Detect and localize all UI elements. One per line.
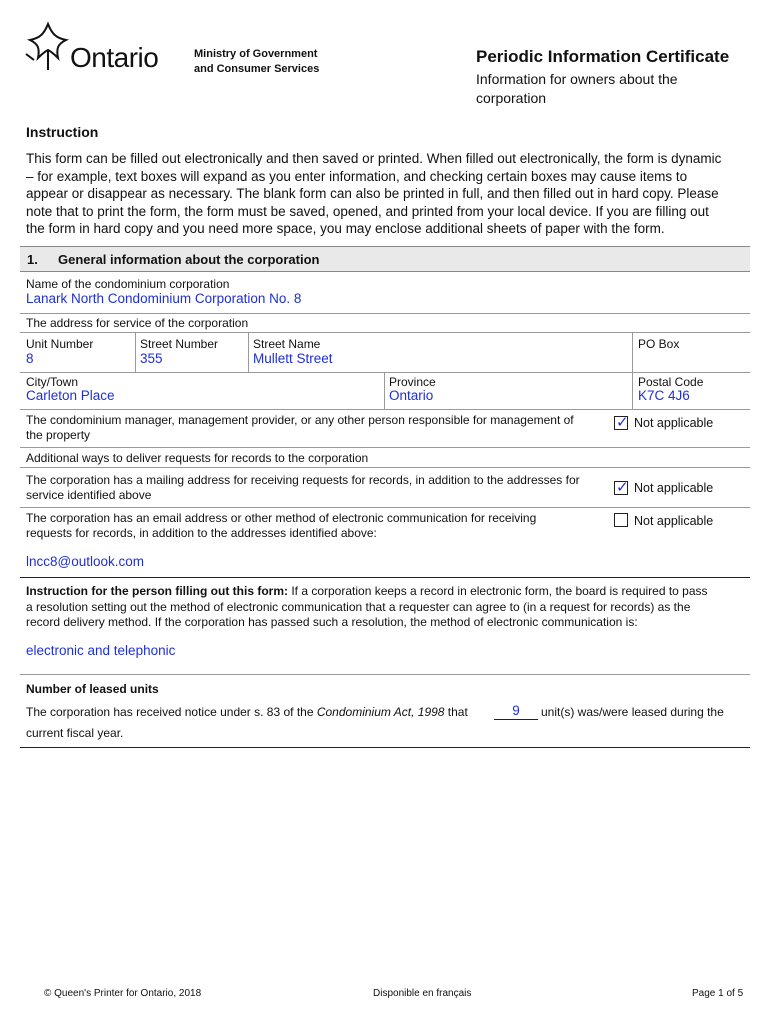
footer-french-link[interactable]: Disponible en français [373,988,472,999]
email-not-applicable-label: Not applicable [634,514,714,528]
form-subtitle [476,70,678,108]
po-box-label: PO Box [638,337,680,351]
mailing-question-line-2: service identified above [26,488,152,502]
footer-page-number: Page 1 of 5 [692,988,744,999]
trillium-icon [22,20,74,76]
section-title: General information about the corporation [58,252,320,267]
manager-question [26,413,574,443]
street-number-label: Street Number [140,337,219,351]
footer-copyright: © Queen's Printer for Ontario, 2018 [44,988,202,999]
manager-not-applicable-checkbox[interactable] [614,413,629,431]
city-label: City/Town [26,375,79,389]
mailing-question-line-1: The corporation has a mailing address for receiving requests for records, in addition to the addresses for [26,473,580,487]
city-field[interactable]: Carleton Place [26,388,115,403]
manager-question-line-1: The condominium manager, management provider, or any other person responsible for management of [26,413,574,427]
form-subtitle-line-1: Information for owners about the [476,71,678,87]
unit-number-label: Unit Number [26,337,94,351]
postal-code-label: Postal Code [638,375,704,389]
instruction-line: This form can be filled out electronically and then saved or printed. When filled out electronically, the form is dynamic [26,151,722,166]
section-header [20,246,750,272]
ministry-line-1: Ministry of Government [194,48,318,60]
email-field[interactable]: lncc8@outlook.com [26,554,145,569]
instruction-line: – for example, text boxes will expand as you enter information, and checking certain boxes may cause items to [26,168,688,184]
email-question-line-2: requests for records, in addition to the addresses identified above: [26,526,377,540]
form-title: Periodic Information Certificate [476,47,730,66]
form-instruction-line-3: record delivery method. If the corporation has passed such a resolution, the method of electronic communication is: [26,615,638,629]
street-name-field[interactable]: Mullett Street [253,351,333,366]
instruction-line: appear or disappear as necessary. The blank form can also be printed in full, and then filled out in hard copy. Please [26,186,719,201]
leased-that-text: that [444,705,468,719]
email-not-applicable-checkbox[interactable] [614,513,628,527]
instruction-line: note that to print the form, the form must be saved, opened, and printed from your local device. If you are filling out [26,203,709,219]
leased-units-heading: Number of leased units [26,682,159,696]
form-instruction-line-1 [26,584,750,600]
instruction-line: the form in hard copy and you need more space, you may enclose additional sheets of paper with the form. [26,221,665,236]
instruction-heading: Instruction [26,124,99,140]
street-name-label: Street Name [253,337,321,351]
postal-code-field[interactable]: K7C 4J6 [638,388,690,403]
province-label: Province [389,375,436,389]
checkmark-icon: ✓ [616,478,629,496]
ministry-name [194,47,319,77]
logo-wordmark: Ontario [70,42,159,73]
leased-units-value: 9 [512,703,520,718]
mailing-not-applicable-checkbox[interactable] [614,478,629,496]
leased-line-2: current fiscal year. [26,726,124,740]
additional-ways-label: Additional ways to deliver requests for records to the corporation [26,451,369,465]
manager-not-applicable-label: Not applicable [634,416,714,430]
manager-question-line-2: the property [26,428,91,442]
form-subtitle-line-2: corporation [476,90,547,106]
form-instruction-rest: If a corporation keeps a record in electronic form, the board is required to pass [287,584,708,598]
leased-units-field[interactable] [494,702,538,720]
email-question-line-1: The corporation has an email address or other method of electronic communication for receiving [26,511,537,525]
section-number: 1. [27,252,38,267]
communication-method-field[interactable]: electronic and telephonic [26,643,176,658]
street-number-field[interactable]: 355 [140,351,163,366]
unit-number-field[interactable]: 8 [26,351,34,366]
corp-name-field[interactable]: Lanark North Condominium Corporation No. 8 [26,291,302,306]
mailing-not-applicable-label: Not applicable [634,481,714,495]
corp-name-label: Name of the condominium corporation [26,277,230,291]
act-name: Condominium Act, 1998 [316,705,445,719]
instruction-text [26,150,756,238]
address-label: The address for service of the corporation [26,316,249,330]
mailing-question [26,473,580,503]
leased-pre-text: The corporation has received notice under s. 83 of the [26,705,317,719]
leased-units-statement [26,705,468,719]
email-question [26,511,536,541]
ontario-logo [22,20,172,80]
ministry-line-2: and Consumer Services [194,63,320,75]
form-instruction-bold: Instruction for the person filling out this form: [26,584,288,598]
province-field[interactable]: Ontario [389,388,434,403]
leased-post-text: unit(s) was/were leased during the [541,705,724,719]
form-instruction [26,584,750,631]
checkmark-icon: ✓ [616,413,629,431]
form-instruction-line-2: a resolution setting out the method of electronic communication that a requester can agree to (in a request for records) as the [26,599,691,614]
